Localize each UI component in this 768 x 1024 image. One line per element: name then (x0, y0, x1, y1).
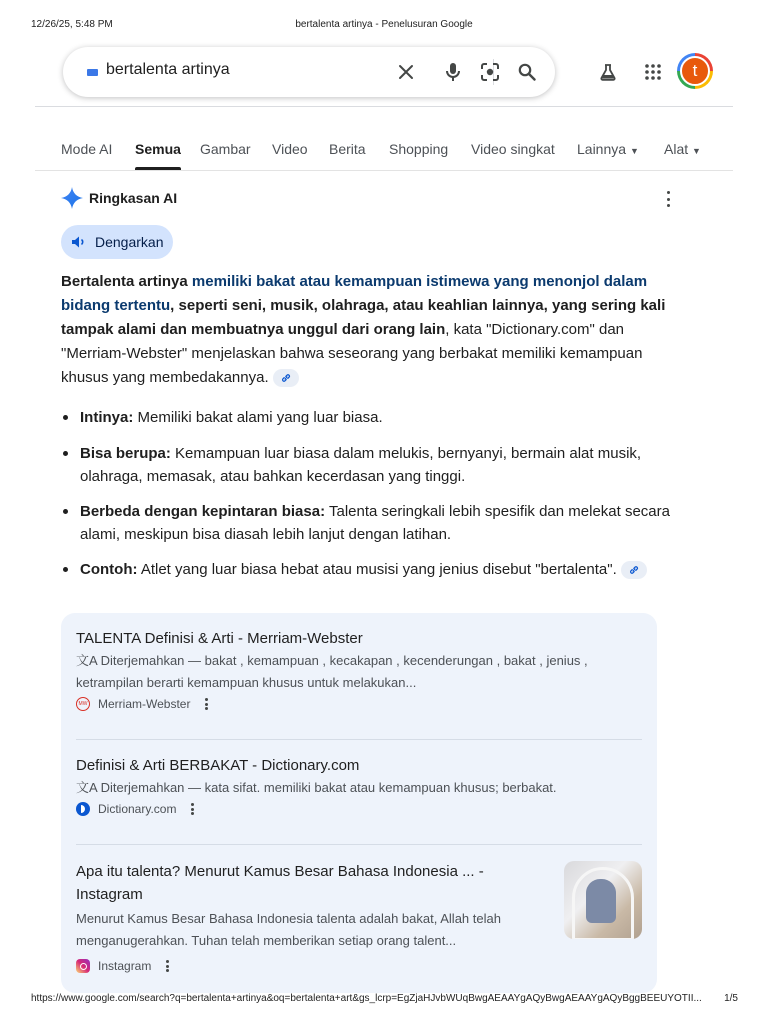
tab-berita[interactable]: Berita (329, 141, 366, 157)
ai-overview-more-icon[interactable] (662, 191, 674, 207)
list-item (61, 558, 671, 581)
thumbnail-figure (586, 879, 616, 923)
source-title[interactable]: Definisi & Arti BERBAKAT - Dictionary.com (76, 757, 360, 774)
tab-semua[interactable]: Semua (135, 141, 181, 157)
source-site: Instagram (98, 959, 152, 973)
speaker-icon (71, 235, 87, 249)
translate-icon: 文A (76, 653, 97, 668)
caret-down-icon: ▼ (629, 146, 639, 156)
ai-overview-header (61, 186, 177, 210)
citation-link-icon[interactable] (621, 561, 647, 579)
source-site: Dictionary.com (98, 802, 177, 816)
tab-video-singkat[interactable]: Video singkat (471, 141, 555, 157)
bullet-text: Atlet yang luar biasa hebat atau musisi yang jenius disebut "bertalenta". (137, 561, 617, 578)
bullet-text: Talenta seringkali lebih spesifik dan melekat secara alami, meskipun bisa diasah lebih lanjut dengan latihan. (80, 503, 670, 543)
source-site: Merriam-Webster (98, 697, 191, 711)
close-icon[interactable] (393, 59, 419, 85)
flask-icon[interactable] (594, 58, 622, 86)
source-meta (76, 694, 644, 714)
search-bar[interactable] (63, 47, 555, 97)
translate-icon: 文A (76, 780, 97, 795)
bullet-term: Contoh: (80, 561, 138, 578)
source-title[interactable]: Apa itu talenta? Menurut Kamus Besar Bahasa Indonesia ... - Instagram (76, 863, 484, 903)
sources-panel (61, 613, 657, 993)
source-card-instagram[interactable] (76, 860, 546, 976)
tab-mode-ai[interactable]: Mode AI (61, 141, 113, 157)
list-item (61, 500, 671, 546)
print-page-number: 1/5 (724, 993, 738, 1004)
source-divider (76, 844, 642, 845)
tab-lainnya[interactable] (577, 141, 639, 157)
bullet-term: Berbeda dengan kepintaran biasa: (80, 503, 326, 520)
source-meta (76, 799, 644, 819)
tab-lainnya-label: Lainnya (577, 141, 627, 157)
summary-rest: , kata "Dictionary.com" dan "Merriam-Webster" menjelaskan bahwa seseorang yang berbakat memiliki kemampuan khusus yang membedakannya. (61, 321, 643, 386)
apps-grid-icon[interactable] (639, 58, 667, 86)
summary-lead: Bertalenta artinya (61, 273, 192, 290)
dictionary-favicon-icon (76, 802, 90, 816)
source-card-merriam-webster[interactable] (76, 627, 644, 714)
source-more-icon[interactable] (202, 698, 210, 710)
source-more-icon[interactable] (188, 803, 196, 815)
text-cursor-marker (87, 69, 98, 76)
bullet-text: Memiliki bakat alami yang luar biasa. (133, 409, 383, 426)
account-avatar[interactable] (677, 53, 713, 89)
gemini-sparkle-icon (61, 187, 83, 209)
listen-label: Dengarkan (95, 234, 164, 250)
avatar-initial: t (680, 56, 710, 86)
search-input[interactable]: bertalenta artinya (106, 61, 230, 78)
source-snippet-text: Diterjemahkan — kata sifat. memiliki bakat atau kemampuan khusus; berbakat. (100, 780, 557, 795)
source-title[interactable]: TALENTA Definisi & Arti - Merriam-Webster (76, 630, 363, 647)
print-datetime: 12/26/25, 5:48 PM (31, 19, 113, 30)
citation-link-icon[interactable] (273, 369, 299, 387)
source-snippet (76, 650, 644, 694)
microphone-icon[interactable] (440, 59, 466, 85)
tabs-divider (35, 170, 733, 171)
listen-button[interactable] (61, 225, 173, 259)
tab-gambar[interactable]: Gambar (200, 141, 251, 157)
tab-alat[interactable] (664, 141, 701, 157)
source-thumbnail[interactable] (564, 861, 642, 939)
source-snippet: Menurut Kamus Besar Bahasa Indonesia talenta adalah bakat, Allah telah menganugerahkan. Tuhan telah memberikan setiap orang talent... (76, 911, 501, 948)
source-more-icon[interactable] (163, 960, 171, 972)
source-card-dictionary[interactable] (76, 754, 644, 819)
list-item (61, 406, 671, 429)
print-header (31, 19, 737, 33)
print-page-title: bertalenta artinya - Penelusuran Google (295, 19, 473, 30)
source-meta (76, 956, 546, 976)
summary-highlight: memiliki bakat atau kemampuan istimewa yang menonjol dalam bidang tertentu (61, 273, 648, 314)
caret-down-icon: ▼ (692, 146, 701, 156)
ai-overview-label: Ringkasan AI (89, 190, 178, 206)
header-divider (35, 106, 733, 107)
google-lens-icon[interactable] (477, 59, 503, 85)
source-divider (76, 739, 642, 740)
source-snippet-text: Diterjemahkan — bakat , kemampuan , kecakapan , kecenderungan , bakat , jenius , ketrampilan berarti kemampuan khusus untuk melakukan... (76, 653, 588, 690)
print-footer-url: https://www.google.com/search?q=bertalenta+artinya&oq=bertalenta+art&gs_lcrp=EgZjaHJvbWUqBwgAEAAYgAQyBwgAEAAYgAQyBggBEEUYOTII... (31, 993, 702, 1004)
source-snippet (76, 777, 644, 799)
bullet-term: Bisa berupa: (80, 445, 171, 462)
bullet-text: Kemampuan luar biasa dalam melukis, bernyanyi, bermain alat musik, olahraga, memasak, atau bahkan kecerdasan yang tinggi. (80, 445, 642, 485)
summary-bold: , seperti seni, musik, olahraga, atau keahlian lainnya, yang sering kali tampak alami dan membuatnya unggul dari orang lain (61, 297, 666, 338)
tab-video[interactable]: Video (272, 141, 308, 157)
merriam-webster-favicon-icon: MW (76, 697, 90, 711)
list-item (61, 442, 671, 488)
bullet-term: Intinya: (80, 409, 134, 426)
tab-alat-label: Alat (664, 141, 689, 157)
instagram-favicon-icon (76, 959, 90, 973)
tab-shopping[interactable]: Shopping (389, 141, 449, 157)
ai-summary (61, 270, 681, 390)
search-icon[interactable] (514, 59, 540, 85)
